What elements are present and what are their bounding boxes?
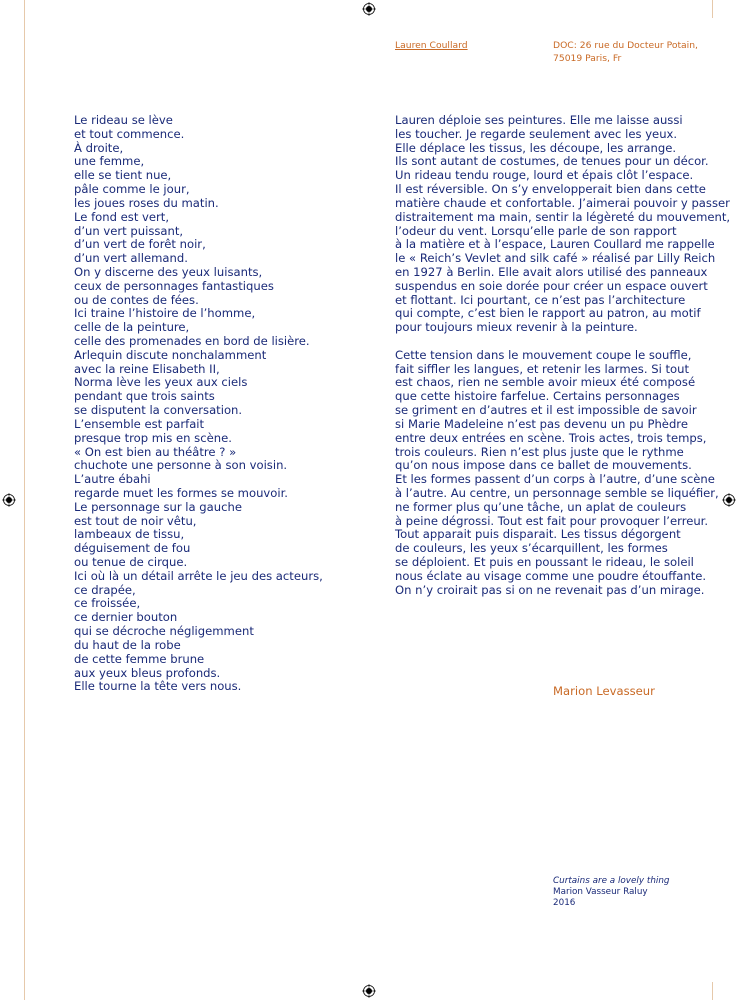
- poem-line: d’un vert allemand.: [74, 251, 188, 266]
- paragraph-2: [395, 349, 730, 598]
- text-line: si Marie Madeleine n’est pas devenu un pu Phèdre: [395, 416, 688, 431]
- text-line: en 1927 à Berlin. Elle avait alors utilisé des panneaux: [395, 264, 708, 279]
- text-line: que cette histoire farfelue. Certains personnages: [395, 389, 680, 404]
- prose-column: [395, 114, 730, 597]
- text-line: Un rideau tendu rouge, lourd et épais clôt l’espace.: [395, 168, 694, 183]
- left-trim-line: [24, 0, 25, 1000]
- text-line: Elle déplace les tissus, les découpe, les arrange.: [395, 140, 677, 155]
- text-line: Tout apparait puis disparait. Les tissus dégorgent: [395, 527, 681, 542]
- poem-line: regarde muet les formes se mouvoir.: [74, 485, 288, 500]
- poem-line: « On est bien au théâtre ? »: [74, 444, 237, 459]
- poem-line: de cette femme brune: [74, 651, 205, 666]
- poem-line: déguisement de fou: [74, 541, 191, 556]
- poem-line: On y discerne des yeux luisants,: [74, 264, 263, 279]
- poem-line: ce dernier bouton: [74, 610, 178, 625]
- registration-mark-left-icon: [2, 493, 16, 507]
- poem-line: pâle comme le jour,: [74, 182, 190, 197]
- poem-line: pendant que trois saints: [74, 389, 215, 404]
- text-line: qu’on nous impose dans ce ballet de mouvements.: [395, 458, 692, 473]
- poem-line: avec la reine Elisabeth II,: [74, 361, 220, 376]
- poem-line: qui se décroche négligemment: [74, 624, 254, 639]
- address-line-1: DOC: 26 rue du Docteur Potain,: [553, 40, 698, 51]
- poem-line: Norma lève les yeux aux ciels: [74, 375, 248, 390]
- poem-line: les joues roses du matin.: [74, 195, 219, 210]
- poem-column: [74, 114, 323, 694]
- text-line: est chaos, rien ne semble avoir mieux été composé: [395, 375, 696, 390]
- text-line: les toucher. Je regarde seulement avec les yeux.: [395, 126, 678, 141]
- text-line: matière chaude et confortable. J’aimerai pouvoir y passer: [395, 195, 730, 210]
- text-line: suspendus en soie dorée pour créer un espace ouvert: [395, 278, 708, 293]
- poem-line: celle des promenades en bord de lisière.: [74, 334, 310, 348]
- caption-title: Curtains are a lovely thing: [553, 876, 670, 886]
- text-line: fait siffler les langues, et retenir les larmes. Si tout: [395, 361, 690, 376]
- paragraph-1: [395, 114, 730, 335]
- text-line: Ils sont autant de costumes, de tenues pour un décor.: [395, 154, 709, 169]
- poem-line: d’un vert puissant,: [74, 223, 184, 238]
- poem-line: Elle tourne la tête vers nous.: [74, 679, 242, 694]
- poem-line: Ici où là un détail arrête le jeu des acteurs,: [74, 568, 323, 583]
- text-line: à peine dégrossi. Tout est fait pour provoquer l’erreur.: [395, 513, 709, 528]
- poem-line: L’ensemble est parfait: [74, 416, 205, 431]
- poem-line: d’un vert de forêt noir,: [74, 237, 206, 252]
- poem-line: Le personnage sur la gauche: [74, 499, 242, 514]
- text-line: Lauren déploie ses peintures. Elle me laisse aussi: [395, 113, 683, 127]
- signature: Marion Levasseur: [553, 684, 655, 698]
- text-line: trois couleurs. Rien n’est plus juste que le rythme: [395, 444, 684, 459]
- text-line: Cette tension dans le mouvement coupe le souffle,: [395, 347, 692, 362]
- text-line: l’odeur du vent. Lorsqu’elle parle de son rapport: [395, 223, 677, 238]
- text-line: entre deux entrées en scène. Trois actes, trois temps,: [395, 430, 707, 445]
- caption-author: Marion Vasseur Raluy: [553, 887, 648, 898]
- poem-line: ou de contes de fées.: [74, 292, 199, 307]
- poem-line: lambeaux de tissu,: [74, 527, 185, 542]
- poem-line: L’autre ébahi: [74, 472, 151, 487]
- poem-line: Ici traine l’histoire de l’homme,: [74, 306, 256, 321]
- text-line: se griment en d’autres et il est impossible de savoir: [395, 403, 697, 418]
- text-line: ne former plus qu’une tâche, un aplat de couleurs: [395, 499, 687, 514]
- text-line: à l’autre. Au centre, un personnage semble se liquéfier,: [395, 485, 719, 500]
- poem-line: et tout commence.: [74, 126, 185, 141]
- poem-line: ceux de personnages fantastiques: [74, 278, 274, 293]
- header-author[interactable]: [395, 40, 468, 53]
- registration-mark-bottom-icon: [362, 984, 376, 998]
- poem-line: du haut de la robe: [74, 637, 181, 652]
- right-trim-line: [712, 0, 713, 18]
- text-line: Et les formes passent d’un corps à l’autre, d’une scène: [395, 472, 715, 487]
- text-line: distraitement ma main, sentir la légèreté du mouvement,: [395, 209, 731, 224]
- text-line: qui compte, c’est bien le rapport au patron, au motif: [395, 306, 701, 321]
- text-line: à la matière et à l’espace, Lauren Coullard me rappelle: [395, 237, 715, 252]
- poem-line: Arlequin discute nonchalamment: [74, 347, 267, 362]
- text-line: pour toujours mieux revenir à la peinture.: [395, 320, 638, 335]
- poem-line: ce drapée,: [74, 582, 136, 597]
- poem-line: ou tenue de cirque.: [74, 555, 188, 569]
- text-line: se déploient. Et puis en poussant le rideau, le soleil: [395, 555, 694, 569]
- address-line-2: 75019 Paris, Fr: [553, 52, 622, 64]
- poem-line: Le fond est vert,: [74, 209, 170, 224]
- text-line: et flottant. Ici pourtant, ce n’est pas l’architecture: [395, 292, 686, 307]
- poem-line: Le rideau se lève: [74, 113, 173, 127]
- header-address: [553, 40, 698, 65]
- text-line: le « Reich’s Vevlet and silk café » réalisé par Lilly Reich: [395, 251, 716, 266]
- caption-year: 2016: [553, 898, 576, 909]
- poem-line: presque trop mis en scène.: [74, 430, 232, 445]
- poem-line: chuchote une personne à son voisin.: [74, 458, 288, 473]
- text-line: On n’y croirait pas si on ne revenait pas d’un mirage.: [395, 582, 705, 597]
- poem-line: aux yeux bleus profonds.: [74, 665, 221, 680]
- poem-line: se disputent la conversation.: [74, 403, 243, 418]
- author-link[interactable]: Lauren Coullard: [395, 40, 468, 51]
- poem-line: est tout de noir vêtu,: [74, 513, 197, 528]
- right-trim-line-bottom: [712, 982, 713, 1000]
- poem-line: celle de la peinture,: [74, 320, 190, 335]
- text-line: nous éclate au visage comme une poudre étouffante.: [395, 568, 707, 583]
- poem-line: À droite,: [74, 140, 124, 155]
- poem-line: une femme,: [74, 154, 145, 169]
- poem-line: elle se tient nue,: [74, 168, 172, 183]
- text-line: de couleurs, les yeux s’écarquillent, les formes: [395, 541, 668, 556]
- text-line: Il est réversible. On s’y envelopperait bien dans cette: [395, 182, 706, 197]
- poem-line: ce froissée,: [74, 596, 141, 611]
- caption: [553, 876, 670, 910]
- registration-mark-top-icon: [362, 2, 376, 16]
- paragraph-gap: [395, 335, 730, 349]
